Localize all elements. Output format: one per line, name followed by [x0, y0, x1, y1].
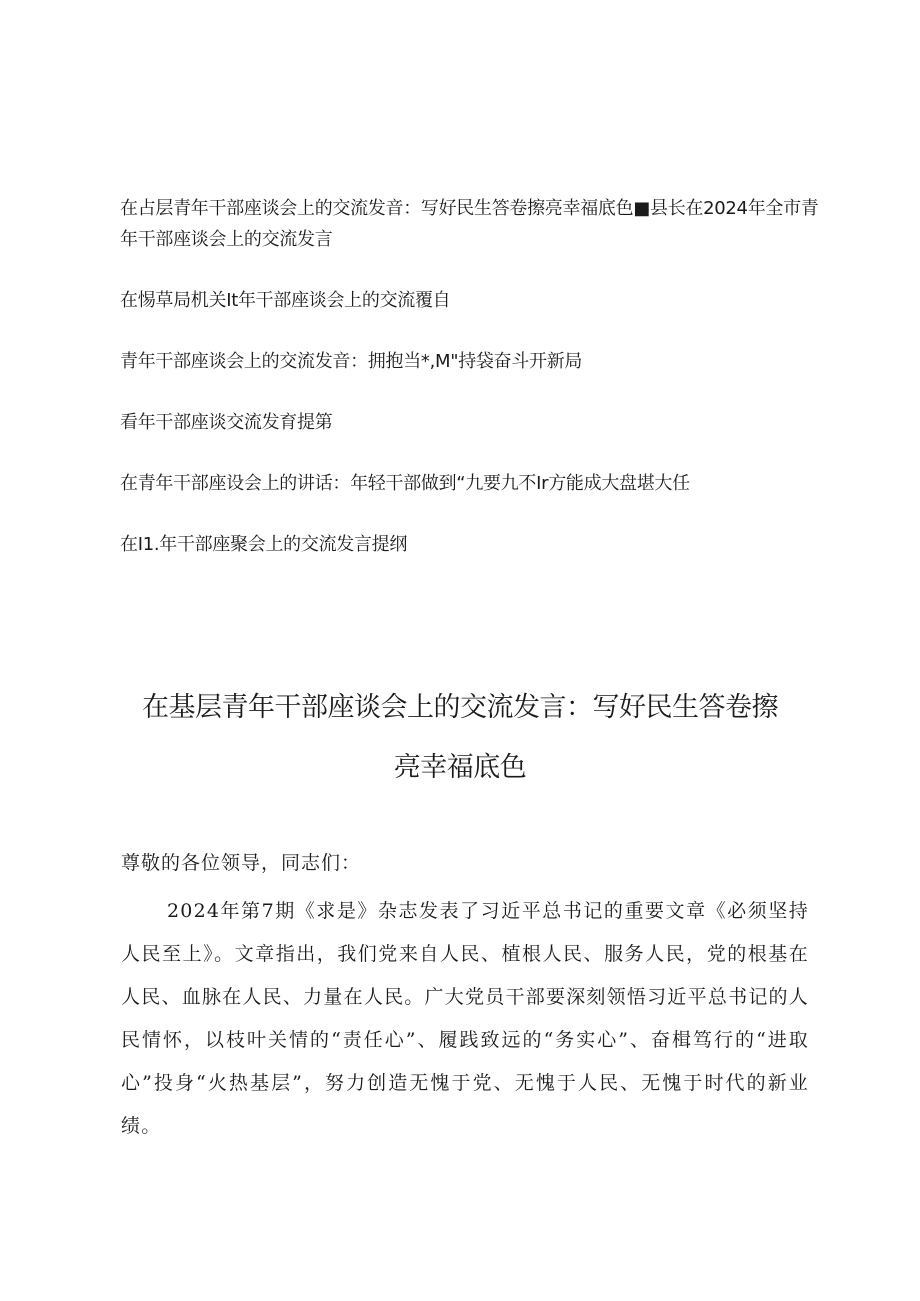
body-paragraph: 2024年第7期《求是》杂志发表了习近平总书记的重要文章《必须坚持人民至上》。文章指出，我们党来自人民、植根人民、服务人民，党的根基在人民、血脉在人民、力量在人民。广大党员干部要深刻领悟习近平总书记的人民情怀，以枝叶关情的“责任心”、履践致远的“务实心”、奋楫笃行的“进取心”投身“火热基层”，努力创造无愧于党、无愧于人民、无愧于时代的新业绩。	[121, 900, 809, 1137]
toc-item[interactable]: 在I1.年干部座聚会上的交流发言提纲	[120, 534, 408, 555]
toc-item[interactable]: 在青年干部座设会上的讲话：年轻干部做到“九要九不Ir方能成大盘堪大任	[120, 473, 690, 494]
table-of-contents	[120, 193, 820, 590]
toc-item[interactable]: 在惕草局机关It年干部座谈会上的交流覆自	[120, 290, 451, 311]
toc-item[interactable]: 在占层青年干部座谈会上的交流发音：写好民生答卷擦亮幸福底色■县长在2024年全市青年干部座谈会上的交流发言	[120, 198, 819, 250]
salutation: 尊敬的各位领导，同志们：	[121, 852, 362, 874]
toc-item[interactable]: 看年干部座谈交流发育提第	[120, 412, 333, 433]
article-title-line-2: 亮幸福底色	[393, 752, 527, 783]
toc-item[interactable]: 青年干部座谈会上的交流发音：拥抱当*,M"持袋奋斗开新局	[120, 351, 583, 372]
article-title-line-1: 在基层青年干部座谈会上的交流发言：写好民生答卷擦	[142, 692, 778, 723]
